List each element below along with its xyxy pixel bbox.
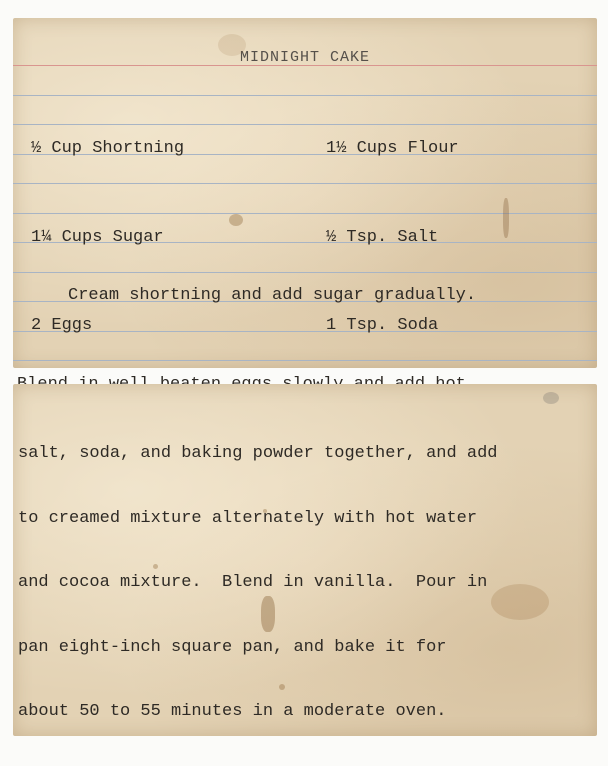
instruction-line: pan eight-inch square pan, and bake it for — [18, 637, 447, 657]
ingredient-item: 1¼ Cups Sugar — [31, 227, 164, 247]
stain-mark — [261, 596, 275, 632]
recipe-card-back — [13, 384, 597, 736]
stain-mark — [503, 198, 509, 238]
ingredient-item: 2 Eggs — [31, 316, 93, 335]
instruction-line: to creamed mixture alternately with hot water — [18, 508, 478, 528]
stain-mark — [153, 564, 158, 569]
stain-mark — [279, 684, 285, 690]
stain-mark — [229, 214, 243, 226]
instruction-line: salt, soda, and baking powder together, and add — [18, 444, 498, 463]
instruction-line: about 50 to 55 minutes in a moderate oven. — [18, 702, 447, 721]
stain-mark — [263, 509, 267, 513]
instruction-line: Cream shortning and add sugar gradually. — [17, 286, 477, 305]
ingredient-item: 1½ Cups Flour — [326, 139, 459, 158]
stain-mark — [218, 34, 246, 56]
recipe-card-front — [13, 18, 597, 368]
stain-mark — [491, 584, 549, 620]
stain-mark — [543, 392, 559, 404]
recipe-title: MIDNIGHT CAKE — [239, 49, 371, 66]
instruction-line: and cocoa mixture. Blend in vanilla. Pour in — [18, 573, 488, 592]
ingredient-item: ½ Tsp. Salt — [326, 227, 439, 247]
ingredient-item: 1 Tsp. Soda — [326, 316, 439, 335]
instructions-part-2 — [18, 400, 497, 766]
ingredient-item: ½ Cup Shortning — [31, 139, 185, 158]
